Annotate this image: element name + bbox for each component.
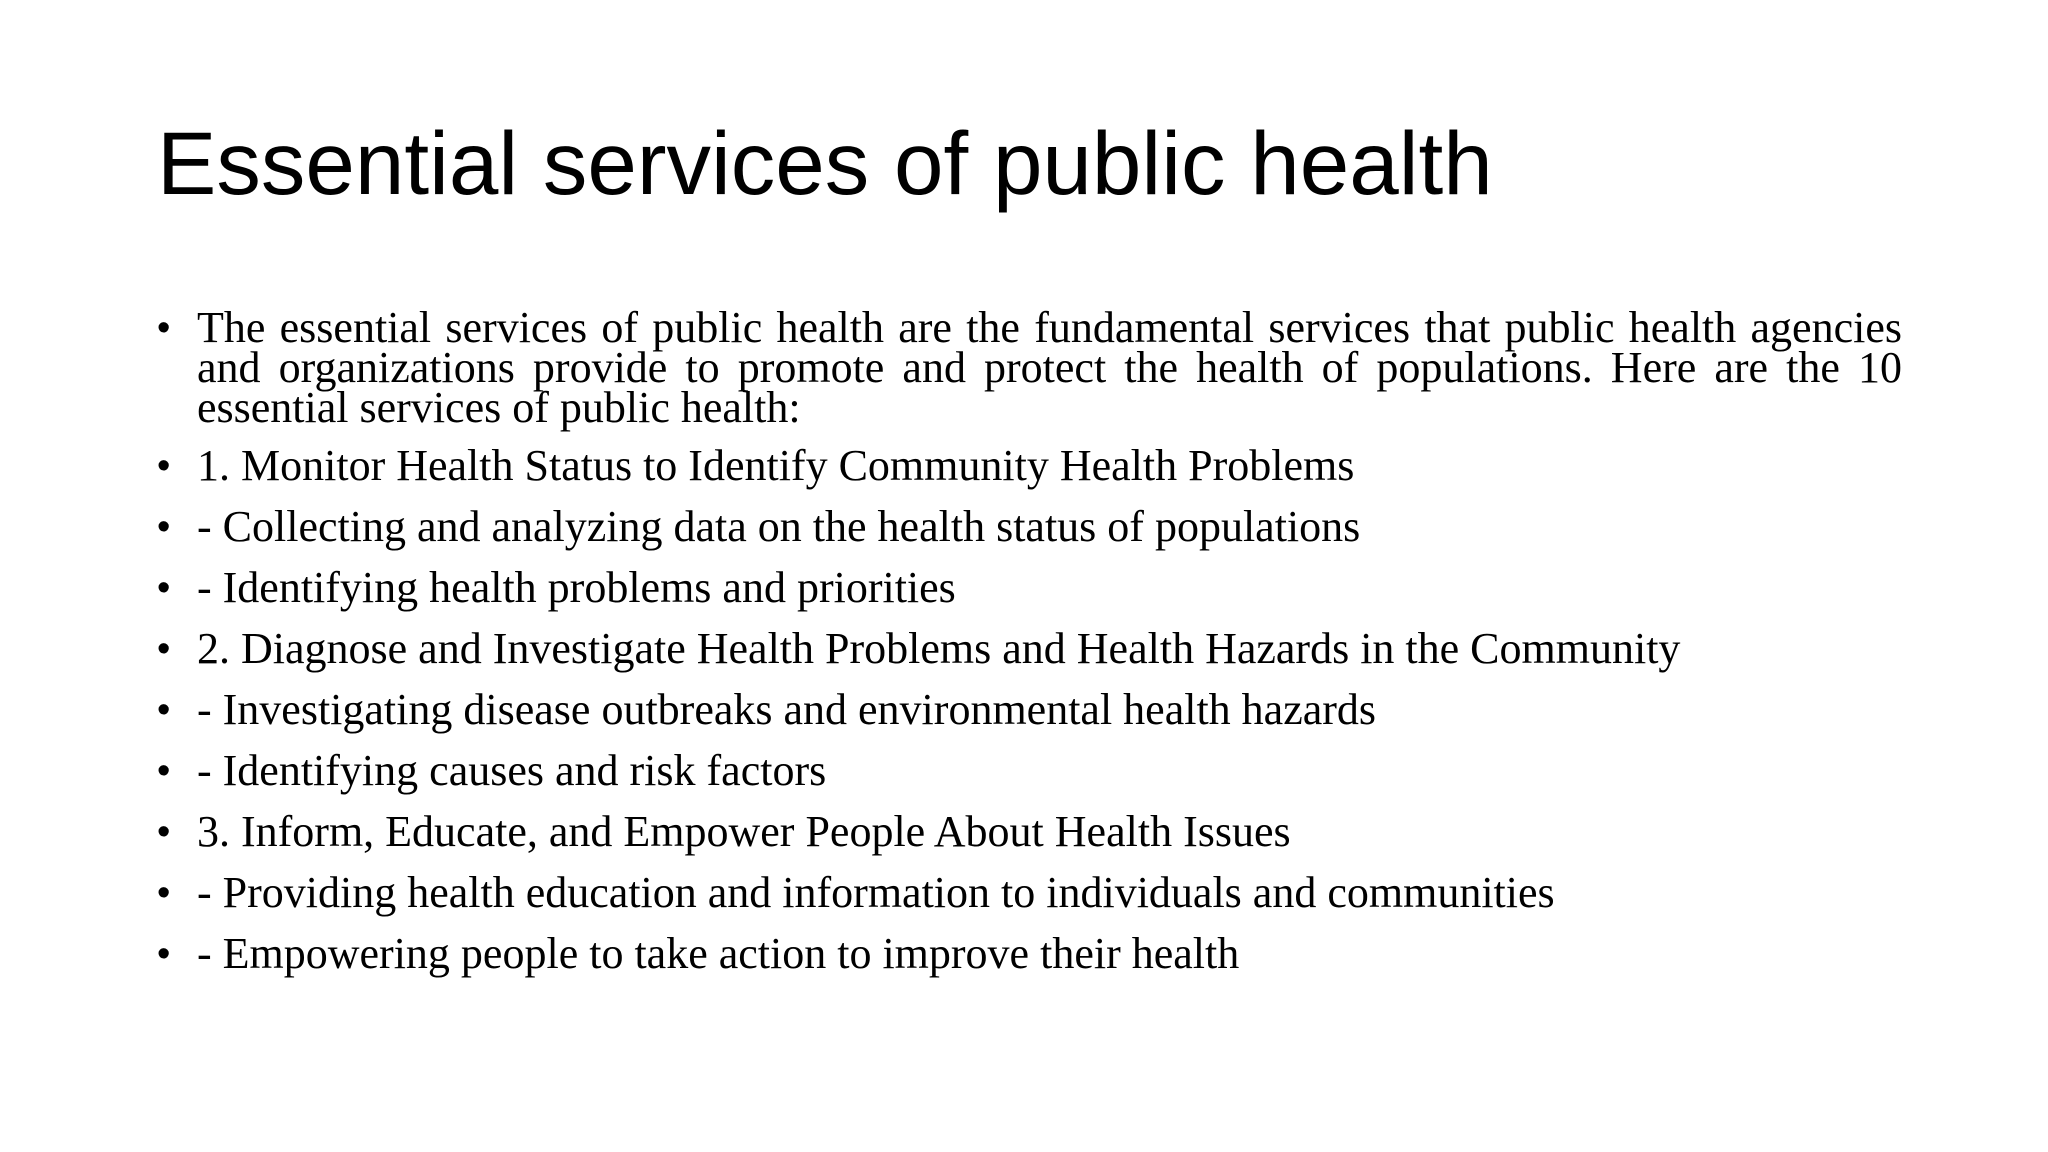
bullet-item-service-2 [157,624,1902,673]
bullet-dot-icon: • [157,567,171,609]
bullet-item-service-1-detail-1 [157,502,1902,551]
bullet-dot-icon: • [157,872,171,914]
bullet-text: - Investigating disease outbreaks and environmental health hazards [197,685,1377,734]
bullet-text: - Identifying health problems and priorities [197,563,956,612]
bullet-dot-icon: • [157,811,171,853]
bullet-item-service-2-detail-2 [157,746,1902,795]
bullet-dot-icon: • [157,506,171,548]
bullet-dot-icon: • [157,689,171,731]
bullet-text: - Collecting and analyzing data on the health status of populations [197,502,1361,551]
bullet-dot-icon: • [157,933,171,975]
bullet-text: The essential services of public health are the fundamental services that public health agencies and organizations provide to promote and protect the health of populations. Here are the 10 essential services of public health: [197,303,1902,432]
bullet-dot-icon: • [157,750,171,792]
bullet-text: 3. Inform, Educate, and Empower People About Health Issues [197,807,1291,856]
bullet-item-service-1 [157,441,1902,490]
bullet-dot-icon: • [157,307,171,349]
bullet-text: - Identifying causes and risk factors [197,746,827,795]
bullet-dot-icon: • [157,445,171,487]
bullet-item-service-3 [157,807,1902,856]
bullet-text: 2. Diagnose and Investigate Health Problems and Health Hazards in the Community [197,624,1681,673]
bullet-item-intro [157,303,1902,432]
bullet-dot-icon: • [157,628,171,670]
bullet-item-service-3-detail-1 [157,868,1902,917]
bullet-text: 1. Monitor Health Status to Identify Community Health Problems [197,441,1355,490]
bullet-item-service-3-detail-2 [157,929,1902,978]
bullet-item-service-2-detail-1 [157,685,1902,734]
bullet-item-service-1-detail-2 [157,563,1902,612]
bullet-text: - Empowering people to take action to improve their health [197,929,1240,978]
bullet-list [157,303,1902,995]
slide-title: Essential services of public health [157,113,1493,213]
bullet-text: - Providing health education and information to individuals and communities [197,868,1555,917]
